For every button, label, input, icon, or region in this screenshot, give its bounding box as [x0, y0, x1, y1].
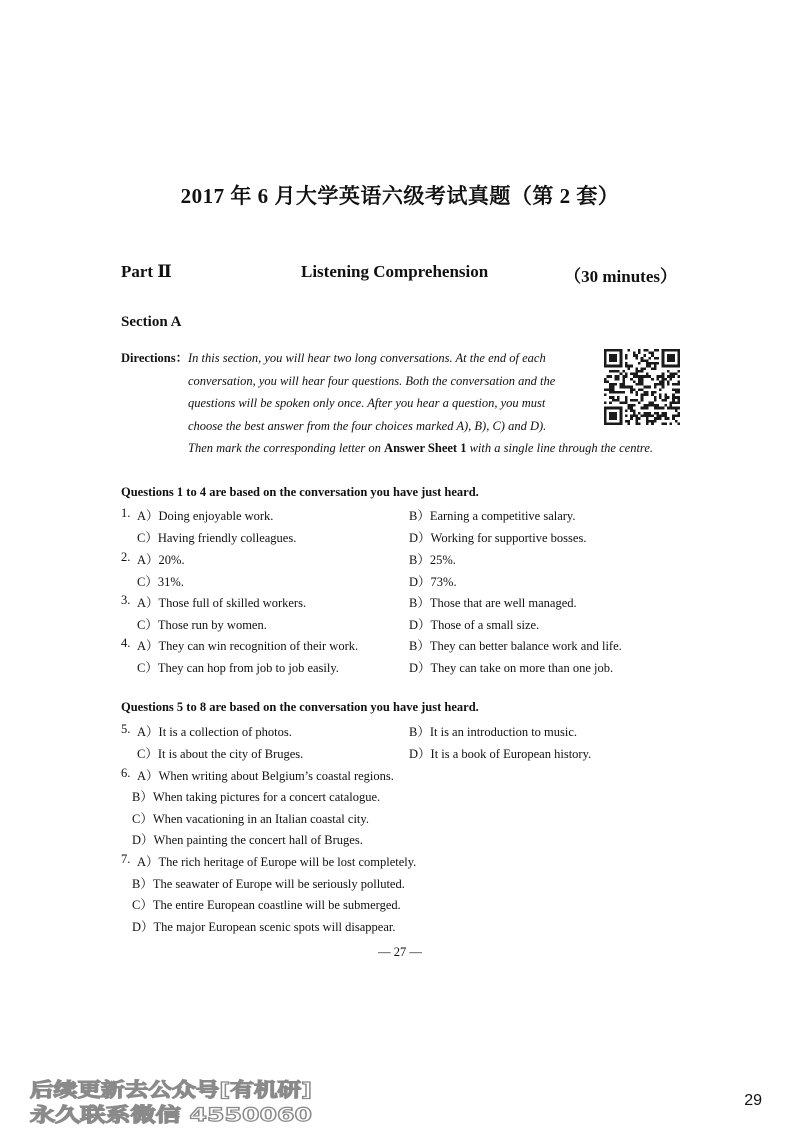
- question-row: [121, 572, 681, 592]
- option-b[interactable]: B）The seawater of Europe will be seriously polluted.: [132, 877, 405, 891]
- question-number: 5.: [121, 722, 131, 736]
- option-d[interactable]: D）When painting the concert hall of Bruges.: [132, 833, 363, 847]
- option-b[interactable]: B）Those that are well managed.: [409, 596, 577, 610]
- option-a[interactable]: A）20%.: [137, 553, 185, 567]
- option-a[interactable]: A）When writing about Belgium’s coastal regions.: [137, 769, 394, 783]
- question-row: [121, 636, 681, 656]
- part-label: Part Ⅱ: [121, 262, 172, 281]
- question-row: [121, 658, 681, 678]
- watermark: [28, 1076, 318, 1126]
- option-a[interactable]: A）It is a collection of photos.: [137, 725, 292, 739]
- watermark-line-2: 永久联系微信 4550060: [30, 1104, 244, 1126]
- question-number: 2.: [121, 550, 131, 564]
- question-row: [121, 895, 681, 915]
- question-row: [121, 917, 681, 937]
- directions-line: conversation, you will hear four questions. Both the conversation and the: [188, 373, 556, 388]
- question-row: [121, 615, 681, 635]
- option-d[interactable]: D）It is a book of European history.: [409, 747, 592, 761]
- page-number-corner: 29: [744, 1092, 762, 1109]
- directions-line-last: Then mark the corresponding letter on Answer Sheet 1 with a single line through the centre.: [188, 441, 654, 455]
- question-number: 3.: [121, 593, 131, 607]
- option-a[interactable]: A）Doing enjoyable work.: [137, 509, 274, 523]
- option-c[interactable]: C）They can hop from job to job easily.: [137, 661, 339, 675]
- qr-code-icon: [604, 349, 680, 425]
- option-b[interactable]: B）It is an introduction to music.: [409, 725, 578, 739]
- option-c[interactable]: C）It is about the city of Bruges.: [137, 747, 304, 761]
- question-row: [121, 787, 681, 807]
- part-header: [121, 262, 677, 284]
- page-title: 2017 年 6 月大学英语六级考试真题（第 2 套）: [180, 184, 620, 208]
- directions-line: choose the best answer from the four choices marked A), B), C) and D).: [188, 418, 547, 433]
- option-d[interactable]: D）Those of a small size.: [409, 618, 540, 632]
- question-row: [121, 874, 681, 894]
- question-row: [121, 593, 681, 613]
- question-row: [121, 766, 681, 786]
- question-group-heading: Questions 5 to 8 are based on the conversation you have just heard.: [121, 700, 479, 714]
- question-row: [121, 528, 681, 548]
- option-b[interactable]: B）25%.: [409, 553, 456, 567]
- option-a[interactable]: A）They can win recognition of their work.: [137, 639, 359, 653]
- question-row: [121, 809, 681, 829]
- option-c[interactable]: C）When vacationing in an Italian coastal city.: [132, 812, 369, 826]
- question-number: 7.: [121, 852, 131, 866]
- page-number: — 27 —: [378, 945, 422, 959]
- option-d[interactable]: D）Working for supportive bosses.: [409, 531, 587, 545]
- question-row: [121, 550, 681, 570]
- question-number: 4.: [121, 636, 131, 650]
- option-d[interactable]: D）The major European scenic spots will disappear.: [132, 920, 396, 934]
- part-time: （30 minutes）: [564, 267, 677, 286]
- section-heading: Section A: [121, 314, 182, 330]
- directions-line: In this section, you will hear two long conversations. At the end of each: [188, 351, 546, 365]
- answer-sheet-label: Answer Sheet 1: [384, 441, 467, 455]
- part-heading: Listening Comprehension: [301, 262, 489, 281]
- question-row: [121, 830, 681, 850]
- question-row: [121, 722, 681, 742]
- option-c[interactable]: C）Having friendly colleagues.: [137, 531, 297, 545]
- watermark-line-1: 后续更新去公众号[有机研]: [30, 1079, 257, 1101]
- option-d[interactable]: D）73%.: [409, 575, 457, 589]
- question-row: [121, 852, 681, 872]
- directions-line: questions will be spoken only once. After you hear a question, you must: [188, 396, 546, 410]
- directions-label: Directions：: [121, 351, 189, 365]
- question-group-heading: Questions 1 to 4 are based on the conversation you have just heard.: [121, 485, 479, 499]
- option-a[interactable]: A）Those full of skilled workers.: [137, 596, 307, 610]
- option-c[interactable]: C）31%.: [137, 575, 184, 589]
- option-c[interactable]: C）The entire European coastline will be submerged.: [132, 898, 401, 912]
- option-c[interactable]: C）Those run by women.: [137, 618, 267, 632]
- option-d[interactable]: D）They can take on more than one job.: [409, 661, 614, 675]
- question-row: [121, 506, 681, 526]
- option-a[interactable]: A）The rich heritage of Europe will be lost completely.: [137, 855, 417, 869]
- question-number: 1.: [121, 506, 131, 520]
- question-row: [121, 744, 681, 764]
- option-b[interactable]: B）When taking pictures for a concert catalogue.: [132, 790, 381, 804]
- option-b[interactable]: B）They can better balance work and life.: [409, 639, 622, 653]
- question-number: 6.: [121, 766, 131, 780]
- option-b[interactable]: B）Earning a competitive salary.: [409, 509, 576, 523]
